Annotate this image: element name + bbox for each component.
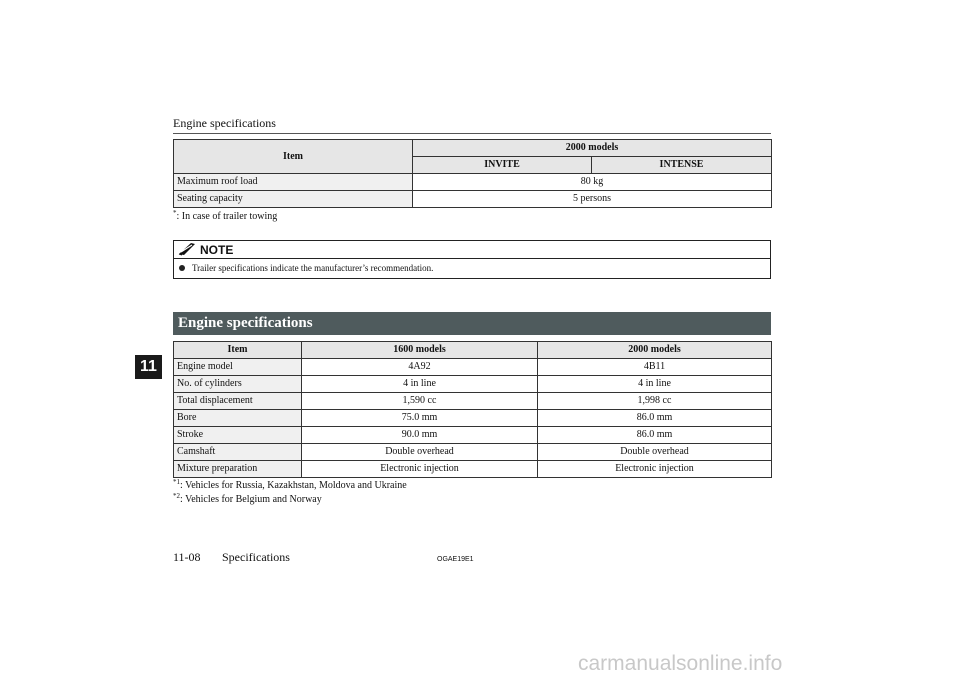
note-text: Trailer specifications indicate the manufacturer’s recommendation. — [192, 263, 434, 273]
row-value: 5 persons — [413, 191, 772, 208]
footnote-2 — [173, 494, 322, 505]
row-label: Engine model — [174, 359, 302, 376]
footnote-1 — [173, 480, 407, 491]
table-header-item: Item — [174, 342, 302, 359]
table-header-invite: INVITE — [413, 157, 592, 174]
watermark: carmanualsonline.info — [578, 652, 783, 675]
row-label: Seating capacity — [174, 191, 413, 208]
note-body — [174, 259, 770, 273]
note-header — [174, 241, 770, 259]
row-label: Mixture preparation — [174, 461, 302, 478]
footnote-mark: *2 — [173, 492, 180, 500]
row-value-1600: 75.0 mm — [302, 410, 538, 427]
table-row — [174, 191, 772, 208]
row-value-2000: 1,998 cc — [538, 393, 772, 410]
table-header-intense: INTENSE — [592, 157, 772, 174]
row-label: Maximum roof load — [174, 174, 413, 191]
row-value-1600: 4 in line — [302, 376, 538, 393]
footnote-mark: * — [173, 209, 177, 217]
table-row — [174, 410, 772, 427]
row-value-2000: 86.0 mm — [538, 427, 772, 444]
row-value-2000: Electronic injection — [538, 461, 772, 478]
table-row — [174, 393, 772, 410]
page-number: 11-08 — [173, 550, 201, 564]
row-label: Bore — [174, 410, 302, 427]
row-value-2000: 4 in line — [538, 376, 772, 393]
engine-spec-table — [173, 341, 772, 478]
table-row — [174, 359, 772, 376]
bullet-icon — [179, 265, 185, 271]
table-header-1600: 1600 models — [302, 342, 538, 359]
row-label: No. of cylinders — [174, 376, 302, 393]
footnote-text: : Vehicles for Russia, Kazakhstan, Moldova and Ukraine — [180, 480, 407, 491]
footer-section-title: Specifications — [222, 550, 290, 564]
row-value-1600: Electronic injection — [302, 461, 538, 478]
footnote-text: : Vehicles for Belgium and Norway — [180, 494, 322, 505]
row-value-1600: 1,590 cc — [302, 393, 538, 410]
row-value-1600: 4A92 — [302, 359, 538, 376]
section-title: Engine specifications — [173, 312, 771, 335]
table-row — [174, 427, 772, 444]
note-pencil-icon — [178, 243, 196, 256]
row-label: Stroke — [174, 427, 302, 444]
row-value: 80 kg — [413, 174, 772, 191]
row-value-1600: Double overhead — [302, 444, 538, 461]
footnote-mark: *1 — [173, 478, 180, 486]
header-rule — [173, 133, 771, 134]
running-head: Engine specifications — [173, 116, 276, 130]
table-header-item: Item — [174, 140, 413, 174]
table-row — [174, 444, 772, 461]
row-label: Total displacement — [174, 393, 302, 410]
table-row — [174, 174, 772, 191]
table-header-2000: 2000 models — [538, 342, 772, 359]
row-value-2000: 4B11 — [538, 359, 772, 376]
row-value-2000: 86.0 mm — [538, 410, 772, 427]
document-code: OGAE19E1 — [437, 556, 474, 563]
chapter-tab: 11 — [135, 355, 162, 379]
row-label: Camshaft — [174, 444, 302, 461]
footnote-text: : In case of trailer towing — [176, 211, 278, 222]
table-header-group: 2000 models — [413, 140, 772, 157]
footnote-trailer — [173, 211, 277, 222]
note-title: NOTE — [200, 242, 234, 257]
row-value-1600: 90.0 mm — [302, 427, 538, 444]
table-row — [174, 376, 772, 393]
vehicle-spec-table — [173, 139, 772, 208]
row-value-2000: Double overhead — [538, 444, 772, 461]
table-row — [174, 461, 772, 478]
note-box — [173, 240, 771, 279]
